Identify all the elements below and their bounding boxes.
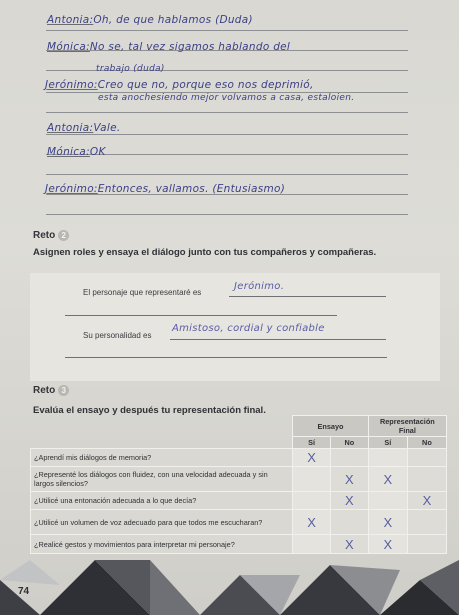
header-si: Sí — [293, 437, 331, 449]
table-row — [31, 535, 447, 554]
check-cell[interactable] — [407, 510, 446, 535]
header-si: Sí — [368, 437, 407, 449]
criterion-text: ¿Utilicé una entonación adecuada a lo que decía? — [31, 492, 293, 510]
reto-2-heading: Reto 2 — [33, 230, 69, 241]
check-cell[interactable]: X — [330, 467, 368, 492]
writing-line — [46, 214, 408, 215]
check-cell[interactable]: X — [368, 510, 407, 535]
check-cell[interactable]: X — [368, 467, 407, 492]
reto-number-badge: 2 — [58, 230, 69, 241]
check-cell[interactable] — [407, 467, 446, 492]
criterion-text: ¿Realicé gestos y movimientos para interpretar mi personaje? — [31, 535, 293, 554]
table-subheader-row — [31, 437, 447, 449]
dialogue-line: Jerónimo:Entonces, vallamos. (Entusiasmo) — [45, 183, 286, 195]
criterion-text: ¿Utilicé un volumen de voz adecuado para que todos me escucharan? — [31, 510, 293, 535]
dialogue-line: Antonia:Vale. — [47, 122, 121, 134]
header-ensayo: Ensayo — [293, 416, 368, 437]
answer-line — [229, 296, 386, 297]
personality-answer[interactable]: Amistoso, cordial y confiable — [172, 323, 325, 334]
reto-3-instruction: Evalúa el ensayo y después tu representación final. — [33, 405, 266, 416]
answer-line — [65, 315, 337, 316]
dialogue-line: esta anochesiendo mejor volvamos a casa, estaloien. — [98, 93, 355, 103]
check-cell[interactable]: X — [368, 535, 407, 554]
reto-number-badge: 3 — [58, 385, 69, 396]
header-no: No — [407, 437, 446, 449]
criterion-text: ¿Representé los diálogos con fluidez, con una velocidad adecuada y sin largos silencios? — [31, 467, 293, 492]
reto-3-heading: Reto 3 — [33, 385, 69, 396]
table-row — [31, 467, 447, 492]
check-cell[interactable] — [407, 449, 446, 467]
table-row — [31, 449, 447, 467]
writing-line — [46, 134, 408, 135]
check-cell[interactable] — [293, 492, 331, 510]
table-row — [31, 510, 447, 535]
writing-line — [46, 112, 408, 113]
check-cell[interactable] — [368, 449, 407, 467]
character-answer[interactable]: Jerónimo. — [234, 281, 285, 292]
criterion-text: ¿Aprendí mis diálogos de memoria? — [31, 449, 293, 467]
character-field-label: El personaje que representaré es — [83, 288, 202, 297]
answer-line — [65, 357, 387, 358]
check-cell[interactable] — [293, 467, 331, 492]
answer-line — [170, 339, 386, 340]
character-form-box — [30, 273, 440, 381]
table-row — [31, 492, 447, 510]
check-cell[interactable] — [330, 449, 368, 467]
dialogue-line: Antonia:Oh, de que hablamos (Duda) — [47, 14, 253, 26]
header-no: No — [330, 437, 368, 449]
table-header-row — [31, 416, 447, 437]
check-cell[interactable]: X — [293, 449, 331, 467]
check-cell[interactable]: X — [293, 510, 331, 535]
check-cell[interactable] — [368, 492, 407, 510]
reto-2-instruction: Asignen roles y ensaya el diálogo junto con tus compañeros y compañeras. — [33, 247, 377, 258]
check-cell[interactable]: X — [407, 492, 446, 510]
dialogue-line: Mónica:No se, tal vez sigamos hablando del — [47, 41, 291, 53]
dialogue-line: Jerónimo:Creo que no, porque eso nos deprimió, — [45, 79, 314, 91]
check-cell[interactable]: X — [330, 492, 368, 510]
dialogue-line: Mónica:OK — [47, 146, 106, 158]
header-final: Representación Final — [368, 416, 446, 437]
check-cell[interactable] — [293, 535, 331, 554]
decorative-triangle-band — [0, 560, 459, 615]
personality-field-label: Su personalidad es — [83, 331, 152, 340]
check-cell[interactable] — [330, 510, 368, 535]
writing-line — [46, 174, 408, 175]
check-cell[interactable]: X — [330, 535, 368, 554]
dialogue-line: trabajo (duda) — [96, 64, 165, 74]
evaluation-table — [30, 415, 447, 554]
page-number: 74 — [18, 586, 30, 597]
check-cell[interactable] — [407, 535, 446, 554]
writing-line — [46, 30, 408, 31]
